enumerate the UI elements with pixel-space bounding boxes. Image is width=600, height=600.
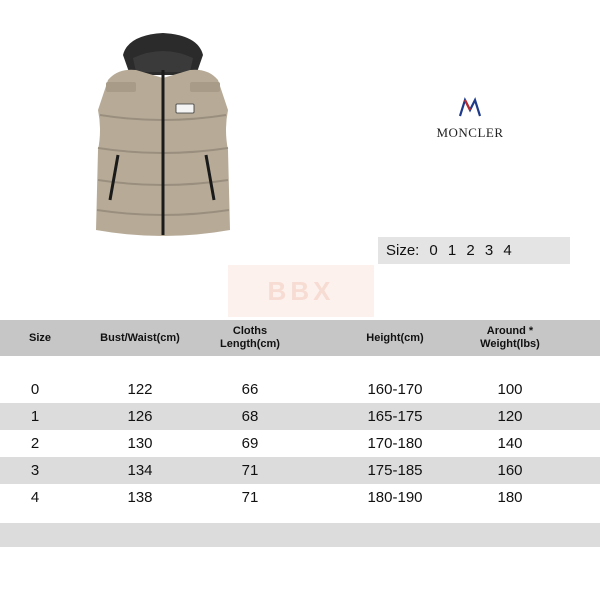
- header-size: Size: [28, 331, 51, 344]
- cell-bust-waist: 138: [127, 489, 153, 506]
- watermark: BBX: [228, 265, 374, 317]
- header-cloths-length: Cloths Length(cm): [220, 325, 280, 350]
- size-range-box: [378, 237, 570, 264]
- cell-length: 71: [241, 489, 259, 506]
- table-row: [0, 430, 600, 457]
- cell-height: 175-185: [367, 462, 423, 479]
- cell-size: 2: [30, 435, 40, 452]
- table-footer-bar: [0, 523, 600, 547]
- cell-height: 165-175: [367, 408, 423, 425]
- header-bust-waist: Bust/Waist(cm): [100, 331, 180, 344]
- cell-weight: 180: [497, 489, 523, 506]
- size-chart-table: [0, 320, 600, 547]
- cell-bust-waist: 130: [127, 435, 153, 452]
- size-label: Size:: [386, 242, 420, 259]
- table-row: [0, 376, 600, 403]
- cell-height: 180-190: [367, 489, 423, 506]
- cell-bust-waist: 122: [127, 381, 153, 398]
- cell-bust-waist: 134: [127, 462, 153, 479]
- cell-height: 160-170: [367, 381, 423, 398]
- cell-length: 71: [241, 462, 259, 479]
- cell-length: 68: [241, 408, 259, 425]
- cell-bust-waist: 126: [127, 408, 153, 425]
- table-row: [0, 457, 600, 484]
- moncler-logo-icon: [455, 96, 485, 118]
- table-header-row: [0, 320, 600, 356]
- cell-length: 66: [241, 381, 259, 398]
- brand-name: MONCLER: [436, 125, 504, 140]
- cell-height: 170-180: [367, 435, 423, 452]
- size-values: 0 1 2 3 4: [429, 242, 515, 259]
- cell-size: 1: [30, 408, 40, 425]
- cell-weight: 160: [497, 462, 523, 479]
- cell-size: 0: [30, 381, 40, 398]
- header-weight: Around * Weight(lbs): [480, 325, 540, 350]
- cell-weight: 100: [497, 381, 523, 398]
- cell-size: 3: [30, 462, 40, 479]
- table-row: [0, 484, 600, 511]
- brand-logo: [425, 96, 515, 141]
- table-row: [0, 403, 600, 430]
- header-height: Height(cm): [366, 331, 424, 344]
- cell-weight: 120: [497, 408, 523, 425]
- product-image: [78, 30, 248, 245]
- cell-length: 69: [241, 435, 259, 452]
- cell-size: 4: [30, 489, 40, 506]
- cell-weight: 140: [497, 435, 523, 452]
